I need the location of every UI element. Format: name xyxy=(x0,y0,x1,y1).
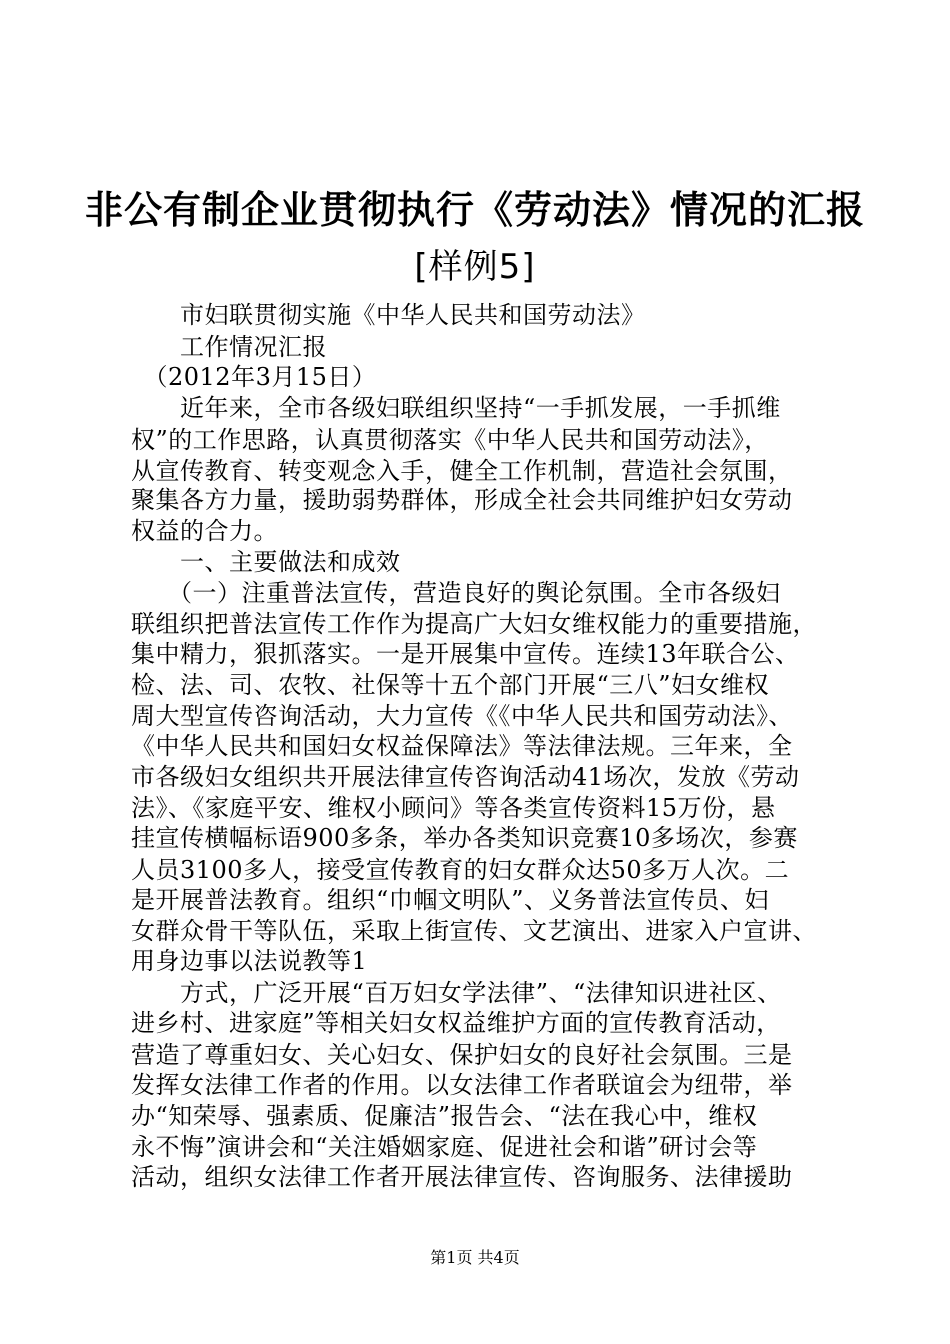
body-line: 人员3100多人，接受宣传教育的妇女群众达50多万人次。二 xyxy=(131,856,790,884)
body-line: 市各级妇女组织共开展法律宣传咨询活动41场次，发放《劳动 xyxy=(131,763,800,791)
body-line: （2012年3月15日） xyxy=(131,363,377,391)
body-line: 周大型宣传咨询活动，大力宣传《《中华人民共和国劳动法》、 xyxy=(131,702,793,730)
body-line: 用身边事以法说教等1 xyxy=(131,947,368,975)
body-line: 是开展普法教育。组织“巾帼文明队”、义务普法宣传员、妇 xyxy=(131,886,770,914)
body-line: 方式，广泛开展“百万妇女学法律”、“法律知识进社区、 xyxy=(131,979,782,1007)
body-line: 女群众骨干等队伍，采取上街宣传、文艺演出、进家入户宣讲、 xyxy=(131,917,817,945)
body-line: 办“知荣辱、强素质、促廉洁”报告会、“法在我心中，维权 xyxy=(131,1102,758,1130)
page-footer: 第1页 共4页 xyxy=(430,1248,520,1267)
body-line: 《中华人民共和国妇女权益保障法》等法律法规。三年来，全 xyxy=(131,732,793,760)
body-line: 挂宣传横幅标语900多条，举办各类知识竞赛10多场次，参赛 xyxy=(131,824,798,852)
body-line: 集中精力，狠抓落实。一是开展集中宣传。连续13年联合公、 xyxy=(131,640,800,668)
body-line: 进乡村、进家庭”等相关妇女权益维护方面的宣传教育活动， xyxy=(131,1009,781,1037)
body-line: 权”的工作思路，认真贯彻落实《中华人民共和国劳动法》， xyxy=(131,426,769,454)
body-line: 聚集各方力量，援助弱势群体，形成全社会共同维护妇女劳动 xyxy=(131,486,793,514)
body-line: 检、法、司、农牧、社保等十五个部门开展“三八”妇女维权 xyxy=(131,671,770,699)
body-line: 权益的合力。 xyxy=(131,517,278,545)
body-line: 从宣传教育、转变观念入手，健全工作机制，营造社会氛围， xyxy=(131,457,793,485)
body-line: 营造了尊重妇女、关心妇女、保护妇女的良好社会氛围。三是 xyxy=(131,1041,793,1069)
section-heading: 一、主要做法和成效 xyxy=(131,548,401,576)
body-line: 联组织把普法宣传工作作为提高广大妇女维权能力的重要措施， xyxy=(131,610,817,638)
body-line: 市妇联贯彻实施《中华人民共和国劳动法》 xyxy=(131,301,646,329)
body-line: 发挥女法律工作者的作用。以女法律工作者联谊会为纽带，举 xyxy=(131,1071,793,1099)
document-title: 非公有制企业贯彻执行《劳动法》情况的汇报 xyxy=(84,188,865,232)
document-title-sample-tag: [样例5] xyxy=(414,247,536,287)
body-line: 永不悔”演讲会和“关注婚姻家庭、促进社会和谐”研讨会等 xyxy=(131,1133,758,1161)
body-line: 活动，组织女法律工作者开展法律宣传、咨询服务、法律援助 xyxy=(131,1163,793,1191)
body-line: 工作情况汇报 xyxy=(131,333,327,361)
body-line: （一）注重普法宣传，营造良好的舆论氛围。全市各级妇 xyxy=(131,579,781,607)
body-line: 法》、《家庭平安、维权小顾问》等各类宣传资料15万份，悬 xyxy=(131,794,776,822)
body-line: 近年来，全市各级妇联组织坚持“一手抓发展，一手抓维 xyxy=(131,394,781,422)
